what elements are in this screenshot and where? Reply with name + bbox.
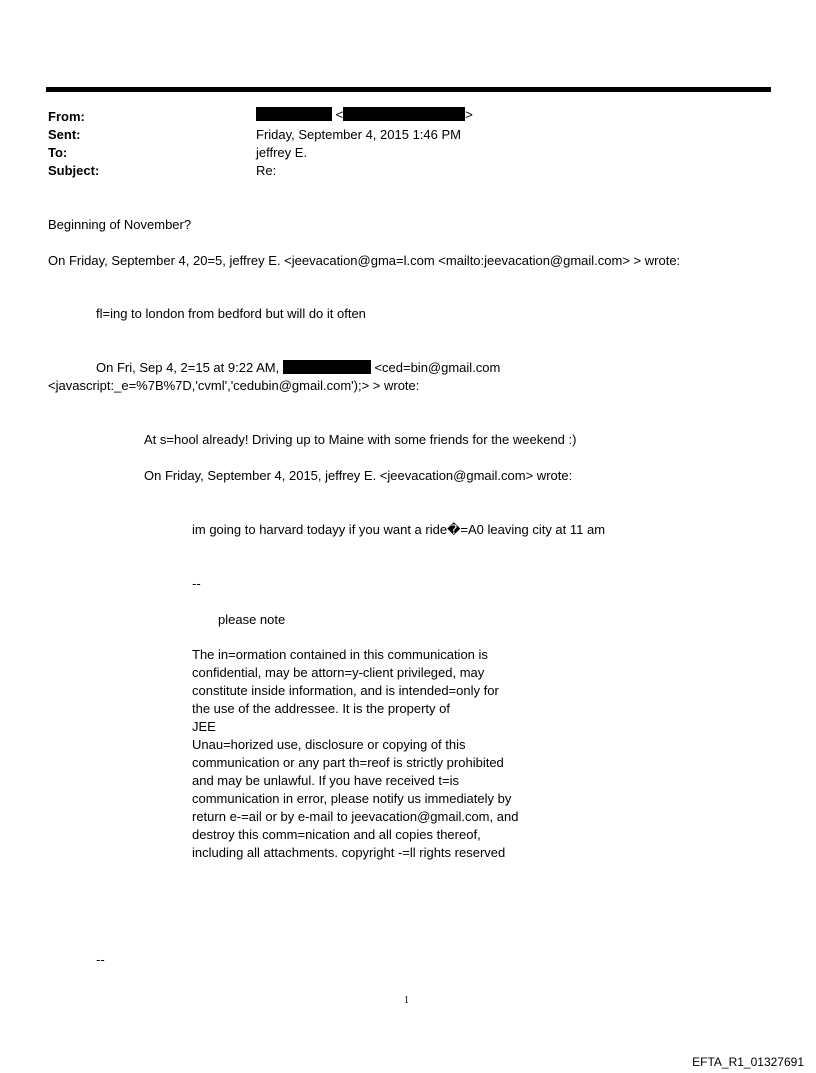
subject-label: Subject: (48, 163, 100, 178)
disclaimer-line: communication or any part th=reof is strictly prohibited (192, 755, 504, 770)
from-email-open: < (335, 107, 344, 122)
disclaimer-line: constitute inside information, and is intended=only for (192, 683, 499, 698)
to-value: jeffrey E. (256, 145, 308, 160)
disclaimer-line: the use of the addressee. It is the property of (192, 701, 450, 716)
redaction-box (283, 360, 371, 374)
quoted-text-3: im going to harvard todayy if you want a ride�=A0 leaving city at 11 am (192, 522, 606, 537)
quote-header-3: On Friday, September 4, 2015, jeffrey E. <jeevacation@gmail.com> wrote: (144, 468, 573, 483)
disclaimer-line: return e-=ail or by e-mail to jeevacation@gmail.com, and (192, 809, 519, 824)
bottom-separator: -- (96, 952, 105, 967)
quote-header-2 (96, 359, 500, 376)
quote-header-2-cont: <javascript:_e=%7B%7D,'cvml','cedubin@gmail.com');> > wrote: (48, 378, 420, 393)
from-email-close: > (465, 107, 473, 122)
disclaimer-line: destroy this comm=nication and all copies thereof, (192, 827, 481, 842)
redaction-box (256, 107, 332, 121)
disclaimer-block (192, 646, 552, 862)
disclaimer-line: confidential, may be attorn=y-client privileged, may (192, 665, 485, 680)
quote-header-2-start: On Fri, Sep 4, 2=15 at 9:22 AM, (96, 360, 280, 375)
from-value (256, 107, 473, 123)
subject-value: Re: (256, 163, 277, 178)
signature-separator: -- (192, 576, 201, 591)
disclaimer-line: Unau=horized use, disclosure or copying of this (192, 737, 466, 752)
reply-text: Beginning of November? (48, 217, 192, 232)
header-rule (46, 87, 771, 92)
bates-number: EFTA_R1_01327691 (692, 1055, 804, 1069)
please-note: please note (218, 612, 286, 627)
sent-label: Sent: (48, 127, 81, 142)
disclaimer-line: including all attachments. copyright -=ll rights reserved (192, 845, 506, 860)
quote-header-1: On Friday, September 4, 20=5, jeffrey E. <jeevacation@gma=l.com <mailto:jeevacation@gmail.com> > wrote: (48, 253, 681, 268)
redaction-box (343, 107, 465, 121)
quoted-text-2: At s=hool already! Driving up to Maine with some friends for the weekend :) (144, 432, 577, 447)
sent-value: Friday, September 4, 2015 1:46 PM (256, 127, 461, 142)
to-label: To: (48, 145, 68, 160)
disclaimer-line: The in=ormation contained in this communication is (192, 647, 488, 662)
disclaimer-line: and may be unlawful. If you have received t=is (192, 773, 460, 788)
disclaimer-line: communication in error, please notify us immediately by (192, 791, 512, 806)
quoted-text-1: fl=ing to london from bedford but will do it often (96, 306, 366, 321)
page-number: 1 (404, 995, 409, 1006)
disclaimer-line: JEE (192, 719, 216, 734)
quote-header-2-email: <ced=bin@gmail.com (374, 360, 501, 375)
from-label: From: (48, 109, 85, 124)
